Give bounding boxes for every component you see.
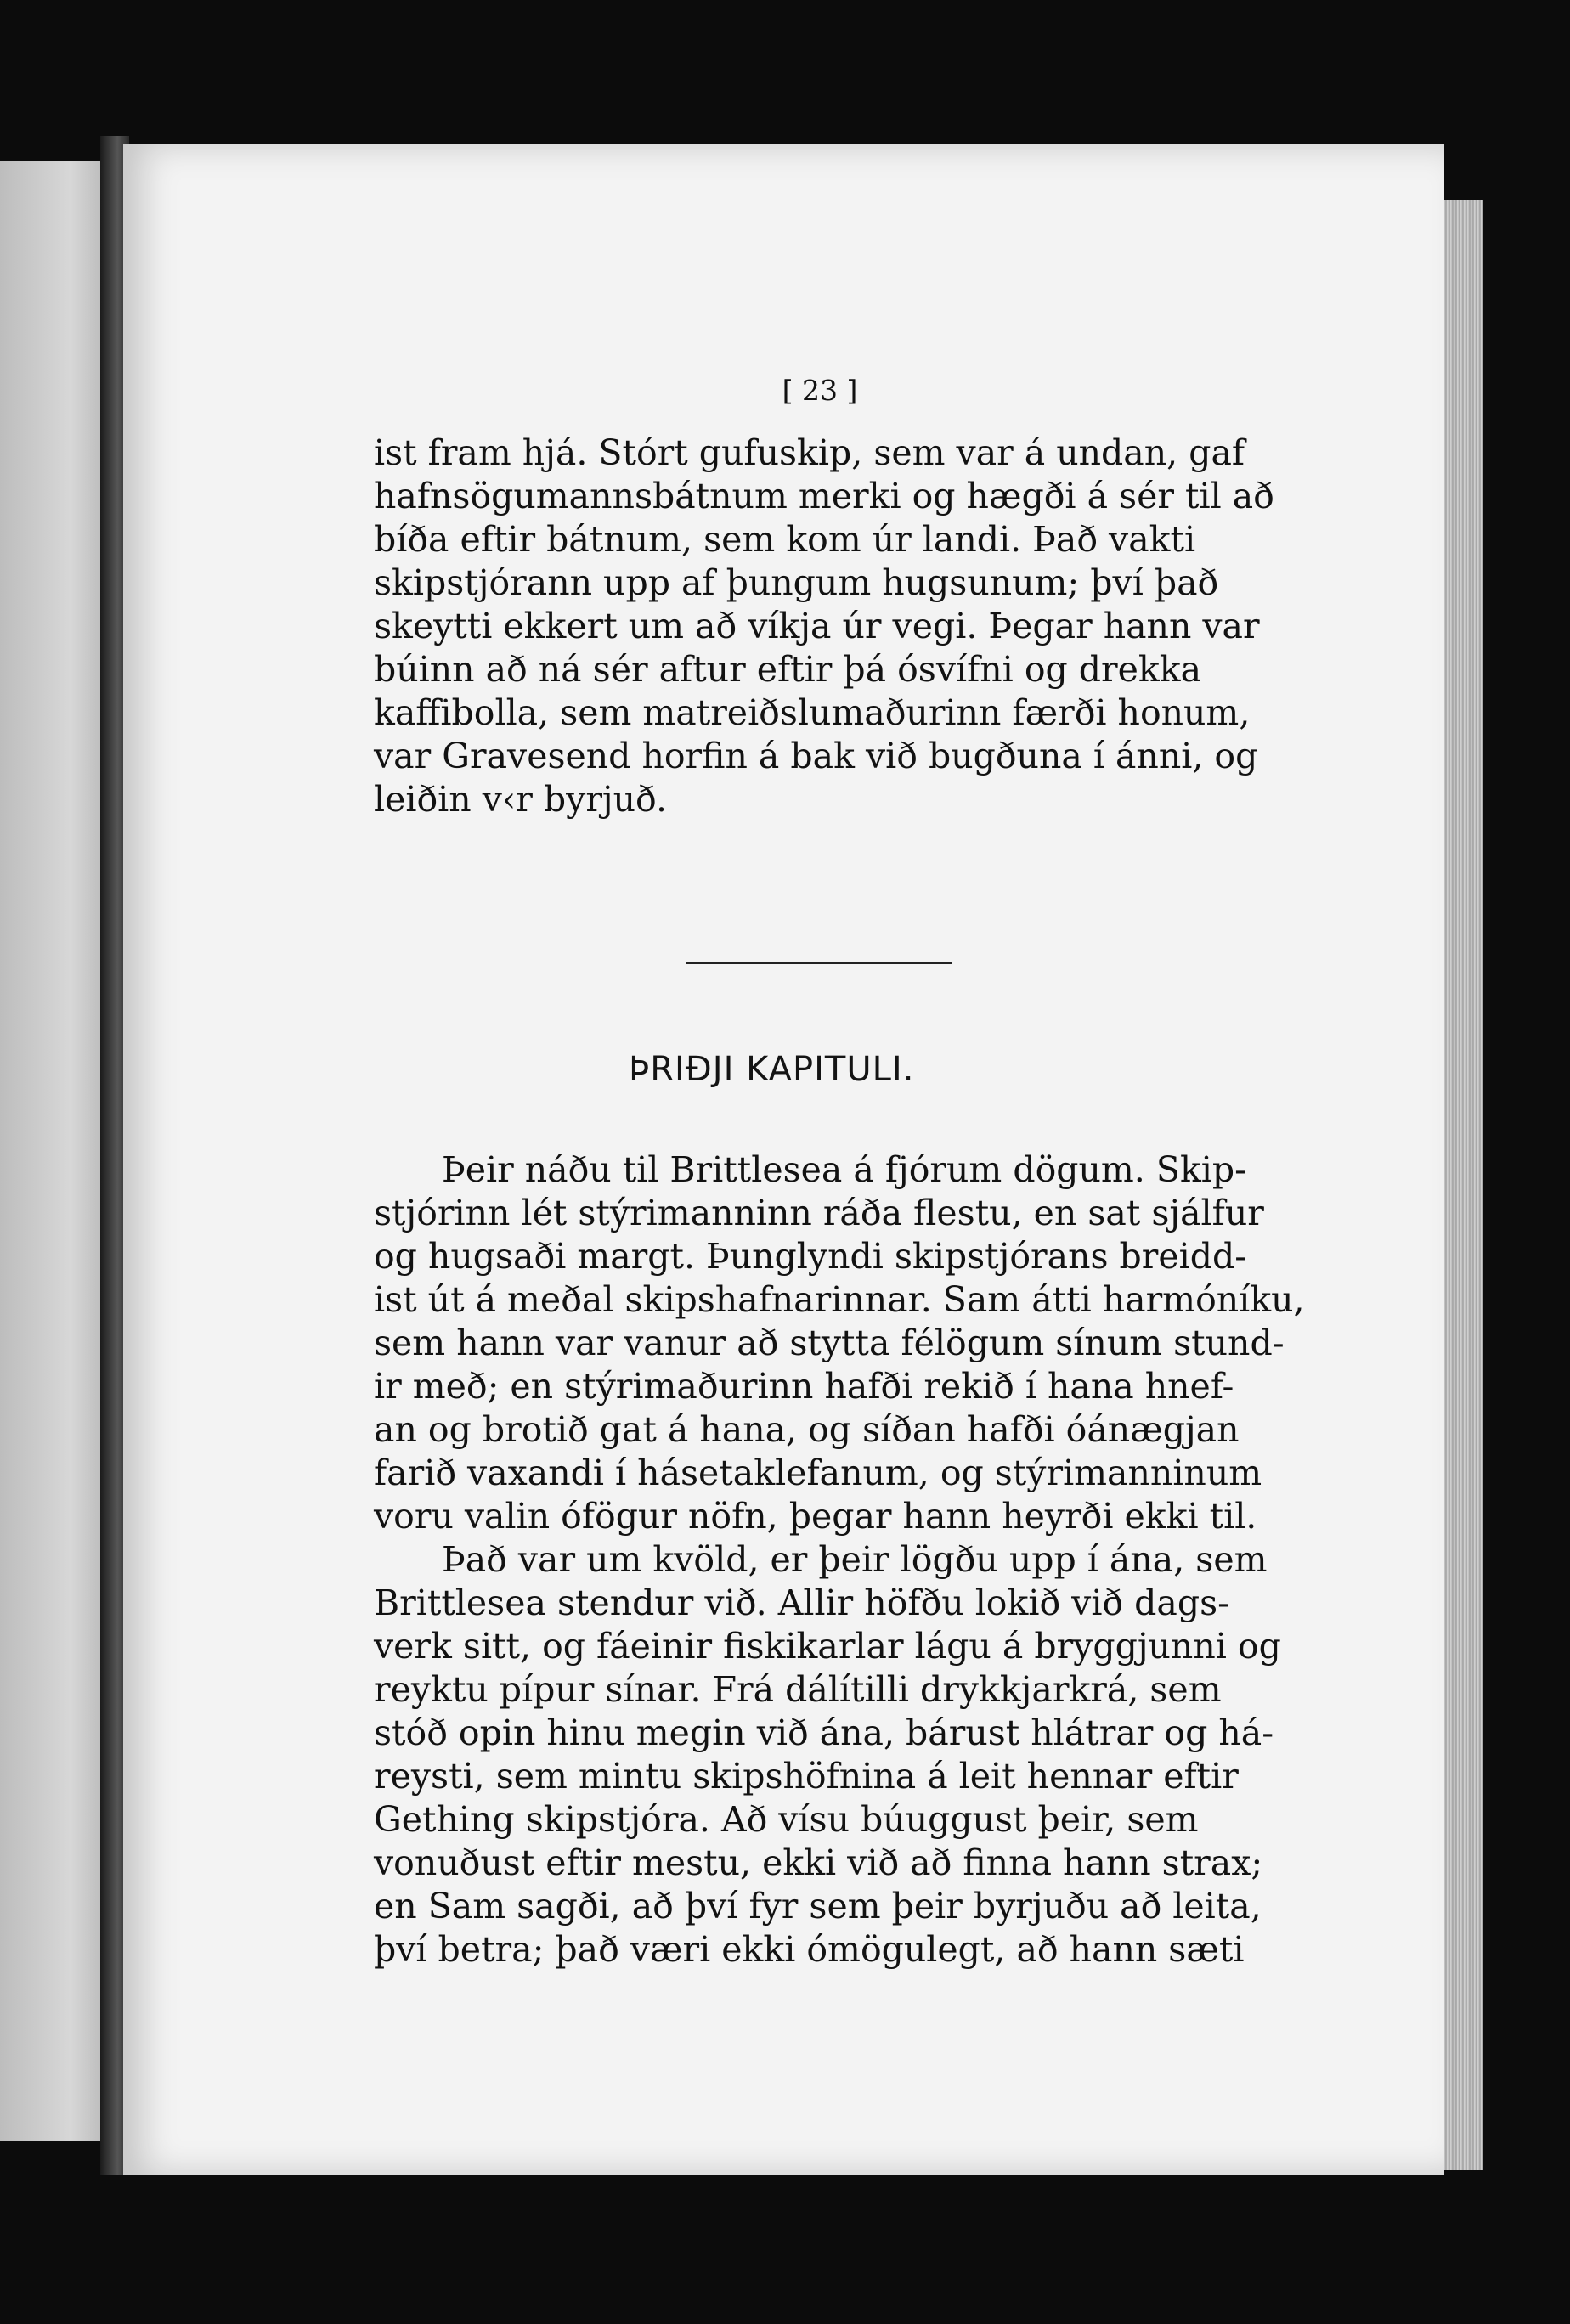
text-line: stjórinn lét stýrimanninn ráða flestu, en sat sjálfur [374, 1193, 1264, 1233]
text-line: verk sitt, og fáeinir fiskikarlar lágu á bryggjunni og [374, 1626, 1281, 1667]
text-line: ist fram hjá. Stórt gufuskip, sem var á undan, gaf [374, 432, 1245, 473]
text-line: ist út á meðal skipshafnarinnar. Sam átti harmóníku, [374, 1279, 1305, 1320]
text-line: voru valin ófögur nöfn, þegar hann heyrði ekki til. [374, 1496, 1257, 1537]
text-line: kaffibolla, sem matreiðslumaðurinn færði honum, [374, 692, 1251, 733]
text-line: Þeir náðu til Brittlesea á fjórum dögum. Skip- [442, 1149, 1247, 1190]
page-number: [ 23 ] [782, 374, 858, 407]
text-line: bíða eftir bátnum, sem kom úr landi. Það vakti [374, 519, 1196, 560]
text-line: var Gravesend horfin á bak við bugðuna í ánni, og [374, 736, 1258, 776]
text-line: búinn að ná sér aftur eftir þá ósvífni og drekka [374, 649, 1202, 690]
text-line: Gething skipstjóra. Að vísu búuggust þeir, sem [374, 1799, 1199, 1840]
chapter-paragraph [374, 1148, 1305, 1538]
chapter-heading: ÞRIÐJI KAPITULI. [629, 1050, 915, 1089]
text-line: reysti, sem mintu skipshöfnina á leit hennar eftir [374, 1756, 1239, 1797]
text-line: og hugsaði margt. Þunglyndi skipstjórans breidd- [374, 1236, 1247, 1277]
text-line: ir með; en stýrimaðurinn hafði rekið í hana hnef- [374, 1366, 1234, 1407]
text-line: farið vaxandi í hásetaklefanum, og stýrimanninum [374, 1452, 1262, 1493]
text-line: Brittlesea stendur við. Allir höfðu lokið við dags- [374, 1582, 1229, 1623]
text-line: Það var um kvöld, er þeir lögðu upp í ána, sem [442, 1539, 1268, 1580]
text-line: reyktu pípur sínar. Frá dálítilli drykkjarkrá, sem [374, 1669, 1222, 1710]
text-line: leiðin v‹r byrjuð. [374, 779, 668, 820]
text-line: hafnsögumannsbátnum merki og hægði á sér til að [374, 476, 1274, 516]
text-line: sem hann var vanur að stytta félögum sínum stund- [374, 1323, 1285, 1363]
text-line: en Sam sagði, að því fyr sem þeir byrjuðu að leita, [374, 1886, 1262, 1926]
top-paragraph [374, 432, 1274, 821]
chapter-paragraph [374, 1538, 1281, 1971]
text-line: skeytti ekkert um að víkja úr vegi. Þegar hann var [374, 606, 1260, 646]
text-line: því betra; það væri ekki ómögulegt, að hann sæti [374, 1929, 1245, 1970]
text-line: skipstjórann upp af þungum hugsunum; því það [374, 562, 1219, 603]
text-line: stóð opin hinu megin við ána, bárust hlátrar og há- [374, 1712, 1274, 1753]
chapter-divider [686, 962, 952, 964]
text-line: vonuðust eftir mestu, ekki við að finna hann strax; [374, 1842, 1263, 1883]
chapter-body [374, 1148, 1305, 1971]
page-stack-edge [1444, 200, 1483, 2170]
text-line: an og brotið gat á hana, og síðan hafði óánægjan [374, 1409, 1240, 1450]
